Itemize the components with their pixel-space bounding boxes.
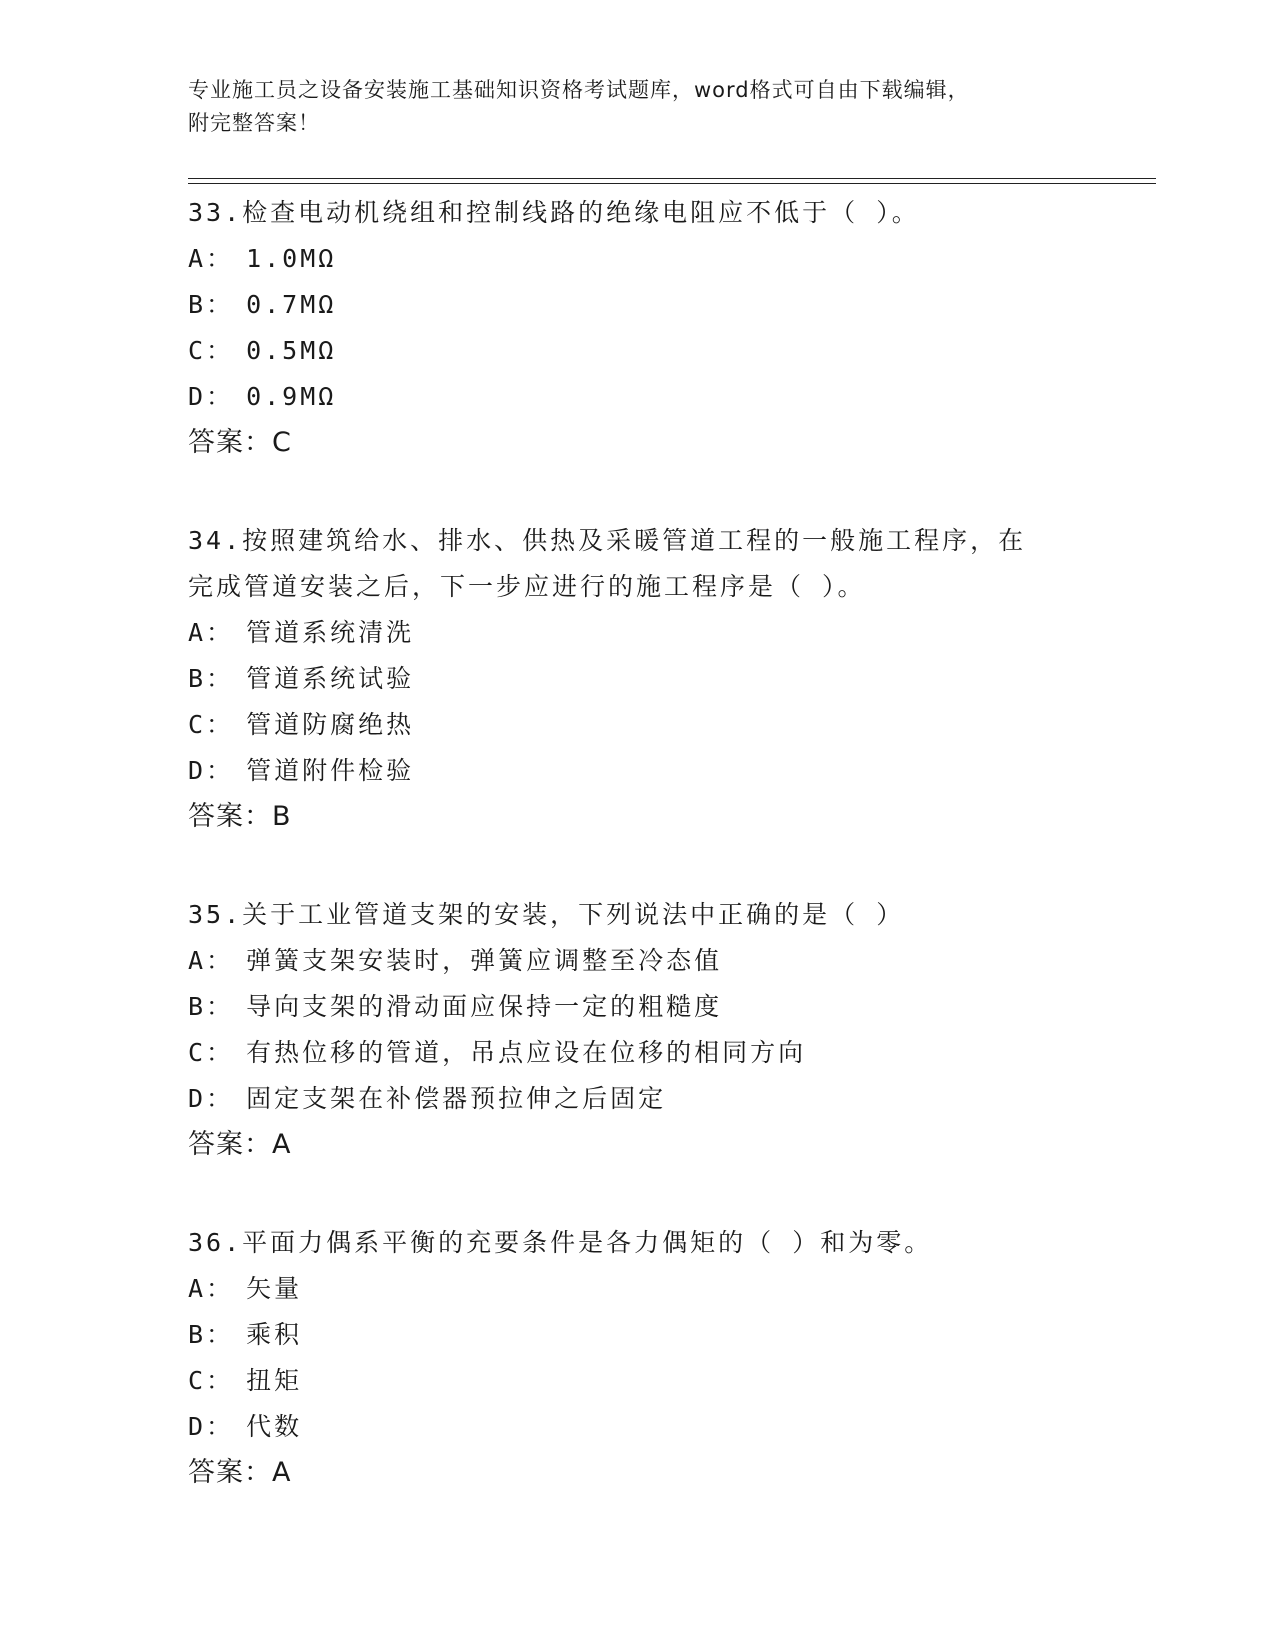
option-d — [188, 1404, 1148, 1450]
question-list — [188, 190, 1148, 1548]
header-line-2: 附完整答案！ — [188, 111, 320, 135]
option-letter: D： — [188, 1412, 235, 1441]
option-d — [188, 374, 1148, 420]
option-text: 管道系统试验 — [246, 664, 415, 693]
option-letter: A： — [188, 946, 235, 975]
option-text: 管道防腐绝热 — [246, 710, 415, 739]
question-text: 关于工业管道支架的安装，下列说法中正确的是（ ） — [242, 900, 905, 929]
option-a — [188, 938, 1148, 984]
option-c — [188, 1358, 1148, 1404]
answer-line: 答案：C — [188, 427, 292, 458]
question-stem — [188, 892, 1088, 938]
option-text: 1.0MΩ — [246, 244, 337, 273]
header-rule-bottom — [188, 183, 1156, 184]
option-b — [188, 1312, 1148, 1358]
option-text: 扭矩 — [246, 1366, 303, 1395]
question-33 — [188, 190, 1148, 466]
option-text: 固定支架在补偿器预拉伸之后固定 — [246, 1084, 667, 1113]
option-letter: D： — [188, 382, 235, 411]
option-text: 乘积 — [246, 1320, 303, 1349]
question-text: 平面力偶系平衡的充要条件是各力偶矩的（ ）和为零。 — [242, 1228, 933, 1257]
answer-line: 答案：A — [188, 1457, 292, 1488]
option-letter: D： — [188, 1084, 235, 1113]
option-letter: A： — [188, 618, 235, 647]
option-text: 导向支架的滑动面应保持一定的粗糙度 — [246, 992, 723, 1021]
option-text: 有热位移的管道，吊点应设在位移的相同方向 — [246, 1038, 807, 1067]
question-text: 按照建筑给水、排水、供热及采暖管道工程的一般施工程序，在完成管道安装之后，下一步应进行的施工程序是（ ）。 — [188, 526, 1027, 601]
question-stem — [188, 190, 1088, 236]
option-letter: C： — [188, 1366, 235, 1395]
option-c — [188, 702, 1148, 748]
question-number: 36. — [188, 1228, 243, 1257]
option-d — [188, 1076, 1148, 1122]
option-d — [188, 748, 1148, 794]
option-text: 管道系统清洗 — [246, 618, 415, 647]
question-36 — [188, 1220, 1148, 1496]
option-text: 0.9MΩ — [246, 382, 337, 411]
question-35 — [188, 892, 1148, 1168]
option-letter: C： — [188, 1038, 235, 1067]
question-stem — [188, 1220, 1088, 1266]
question-number: 34. — [188, 526, 243, 555]
option-text: 矢量 — [246, 1274, 303, 1303]
option-letter: C： — [188, 710, 235, 739]
option-letter: B： — [188, 664, 235, 693]
option-letter: B： — [188, 992, 235, 1021]
question-stem — [188, 518, 1048, 610]
question-34 — [188, 518, 1148, 840]
option-a — [188, 610, 1148, 656]
option-text: 管道附件检验 — [246, 756, 415, 785]
option-text: 弹簧支架安装时，弹簧应调整至冷态值 — [246, 946, 723, 975]
option-letter: D： — [188, 756, 235, 785]
question-number: 33. — [188, 198, 243, 227]
question-text: 检查电动机绕组和控制线路的绝缘电阻应不低于（ ）。 — [242, 198, 920, 227]
option-c — [188, 328, 1148, 374]
option-text: 代数 — [246, 1412, 303, 1441]
header-line-1: 专业施工员之设备安装施工基础知识资格考试题库，word格式可自由下载编辑， — [188, 78, 970, 102]
answer-line: 答案：B — [188, 801, 292, 832]
option-b — [188, 656, 1148, 702]
option-letter: B： — [188, 290, 235, 319]
option-b — [188, 984, 1148, 1030]
question-number: 35. — [188, 900, 243, 929]
option-letter: C： — [188, 336, 235, 365]
document-header — [188, 74, 1148, 140]
header-rule-top — [188, 178, 1156, 179]
option-letter: A： — [188, 1274, 235, 1303]
option-a — [188, 1266, 1148, 1312]
answer-line: 答案：A — [188, 1129, 292, 1160]
option-text: 0.5MΩ — [246, 336, 337, 365]
option-letter: A： — [188, 244, 235, 273]
option-a — [188, 236, 1148, 282]
option-letter: B： — [188, 1320, 235, 1349]
option-text: 0.7MΩ — [246, 290, 337, 319]
option-c — [188, 1030, 1148, 1076]
option-b — [188, 282, 1148, 328]
